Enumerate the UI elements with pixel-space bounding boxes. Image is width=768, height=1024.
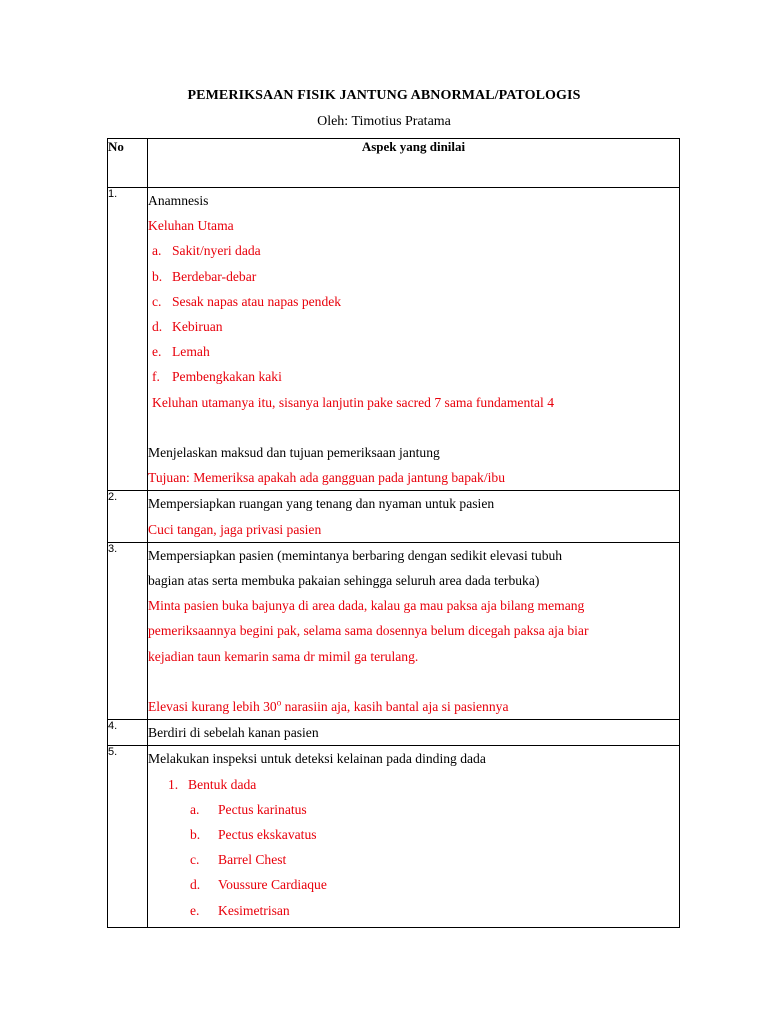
list-marker: b.: [190, 827, 201, 843]
list-item-text: Bentuk dada: [188, 776, 257, 792]
row-number: 2.: [108, 491, 148, 542]
list-marker: c.: [152, 293, 162, 309]
list-item: [148, 772, 679, 797]
note-text: pemeriksaannya begini pak, selama sama dosennya belum dicegah paksa aja biar: [148, 623, 589, 639]
list-item-text: Pembengkakan kaki: [172, 369, 282, 385]
checklist-table: [107, 138, 680, 928]
table-row: [108, 542, 680, 719]
elevasi-suffix: narasiin aja, kasih bantal aja si pasiennya: [281, 699, 509, 715]
note-text: kejadian taun kemarin sama dr mimil ga terulang.: [148, 648, 419, 664]
list-item: [148, 822, 679, 847]
row-number: 1.: [108, 188, 148, 491]
row-aspect: [148, 746, 680, 927]
list-item: [148, 364, 679, 389]
list-item-text: Lemah: [172, 344, 210, 360]
list-item-text: Sesak napas atau napas pendek: [172, 293, 342, 309]
step-text: Melakukan inspeksi untuk deteksi kelainan pada dinding dada: [148, 751, 486, 767]
column-header-aspect: Aspek yang dinilai: [148, 139, 680, 188]
row-number: 3.: [108, 542, 148, 719]
list-item-text: Barrel Chest: [218, 852, 287, 868]
note-text: Keluhan Utama: [148, 218, 234, 234]
table-row: [108, 491, 680, 542]
row-aspect: [148, 491, 680, 542]
list-marker: d.: [152, 319, 163, 335]
table-row: [108, 188, 680, 491]
table-row: [108, 746, 680, 927]
spacer: [148, 669, 679, 694]
list-marker: d.: [190, 877, 201, 893]
list-marker: c.: [190, 852, 200, 868]
note-text: Tujuan: Memeriksa apakah ada gangguan pada jantung bapak/ibu: [148, 470, 505, 486]
list-item-text: Voussure Cardiaque: [218, 877, 327, 893]
page-title: PEMERIKSAAN FISIK JANTUNG ABNORMAL/PATOLOGIS: [187, 88, 581, 103]
list-item-text: Kesimetrisan: [218, 902, 290, 918]
list-marker: e.: [190, 902, 200, 918]
list-item: [148, 872, 679, 897]
list-item-text: Pectus ekskavatus: [218, 827, 317, 843]
list-marker: a.: [152, 243, 162, 259]
list-item: [148, 264, 679, 289]
step-text: Mempersiapkan pasien (memintanya berbaring dengan sedikit elevasi tubuh: [148, 547, 563, 563]
step-text: Anamnesis: [148, 193, 209, 208]
row-aspect: [148, 542, 680, 719]
row-aspect: [148, 188, 680, 491]
list-item: [148, 314, 679, 339]
list-item: [148, 238, 679, 263]
row-number: 4.: [108, 720, 148, 746]
note-text: Keluhan utamanya itu, sisanya lanjutin pake sacred 7 sama fundamental 4: [152, 394, 555, 410]
step-text: Berdiri di sebelah kanan pasien: [148, 725, 319, 741]
list-item: [148, 797, 679, 822]
list-item: [148, 847, 679, 872]
elevasi-prefix: Elevasi kurang lebih 30: [148, 699, 277, 715]
table-header-row: [108, 139, 680, 188]
list-marker: 1.: [168, 776, 179, 792]
row-aspect: [148, 720, 680, 746]
note-text: Cuci tangan, jaga privasi pasien: [148, 521, 322, 537]
table-row: [108, 720, 680, 746]
list-marker: e.: [152, 344, 162, 360]
step-text: Menjelaskan maksud dan tujuan pemeriksaan jantung: [148, 445, 440, 461]
list-item: [148, 339, 679, 364]
list-marker: f.: [152, 369, 160, 385]
note-text: Minta pasien buka bajunya di area dada, kalau ga mau paksa aja bilang memang: [148, 598, 585, 614]
page-author: Oleh: Timotius Pratama: [317, 114, 451, 129]
list-item-text: Berdebar-debar: [172, 268, 257, 284]
list-item: [148, 898, 679, 923]
list-item: [148, 289, 679, 314]
row-number: 5.: [108, 746, 148, 927]
step-text: bagian atas serta membuka pakaian sehingga seluruh area dada terbuka): [148, 573, 540, 589]
list-marker: a.: [190, 801, 200, 817]
list-item-text: Sakit/nyeri dada: [172, 243, 261, 259]
spacer: [148, 415, 679, 440]
step-text: Mempersiapkan ruangan yang tenang dan nyaman untuk pasien: [148, 496, 495, 512]
list-marker: b.: [152, 268, 163, 284]
list-item-text: Pectus karinatus: [218, 801, 307, 817]
degree-superscript: o: [276, 697, 282, 708]
note-text: [148, 694, 679, 719]
list-item-text: Kebiruan: [172, 319, 223, 335]
column-header-no: No: [108, 139, 148, 188]
